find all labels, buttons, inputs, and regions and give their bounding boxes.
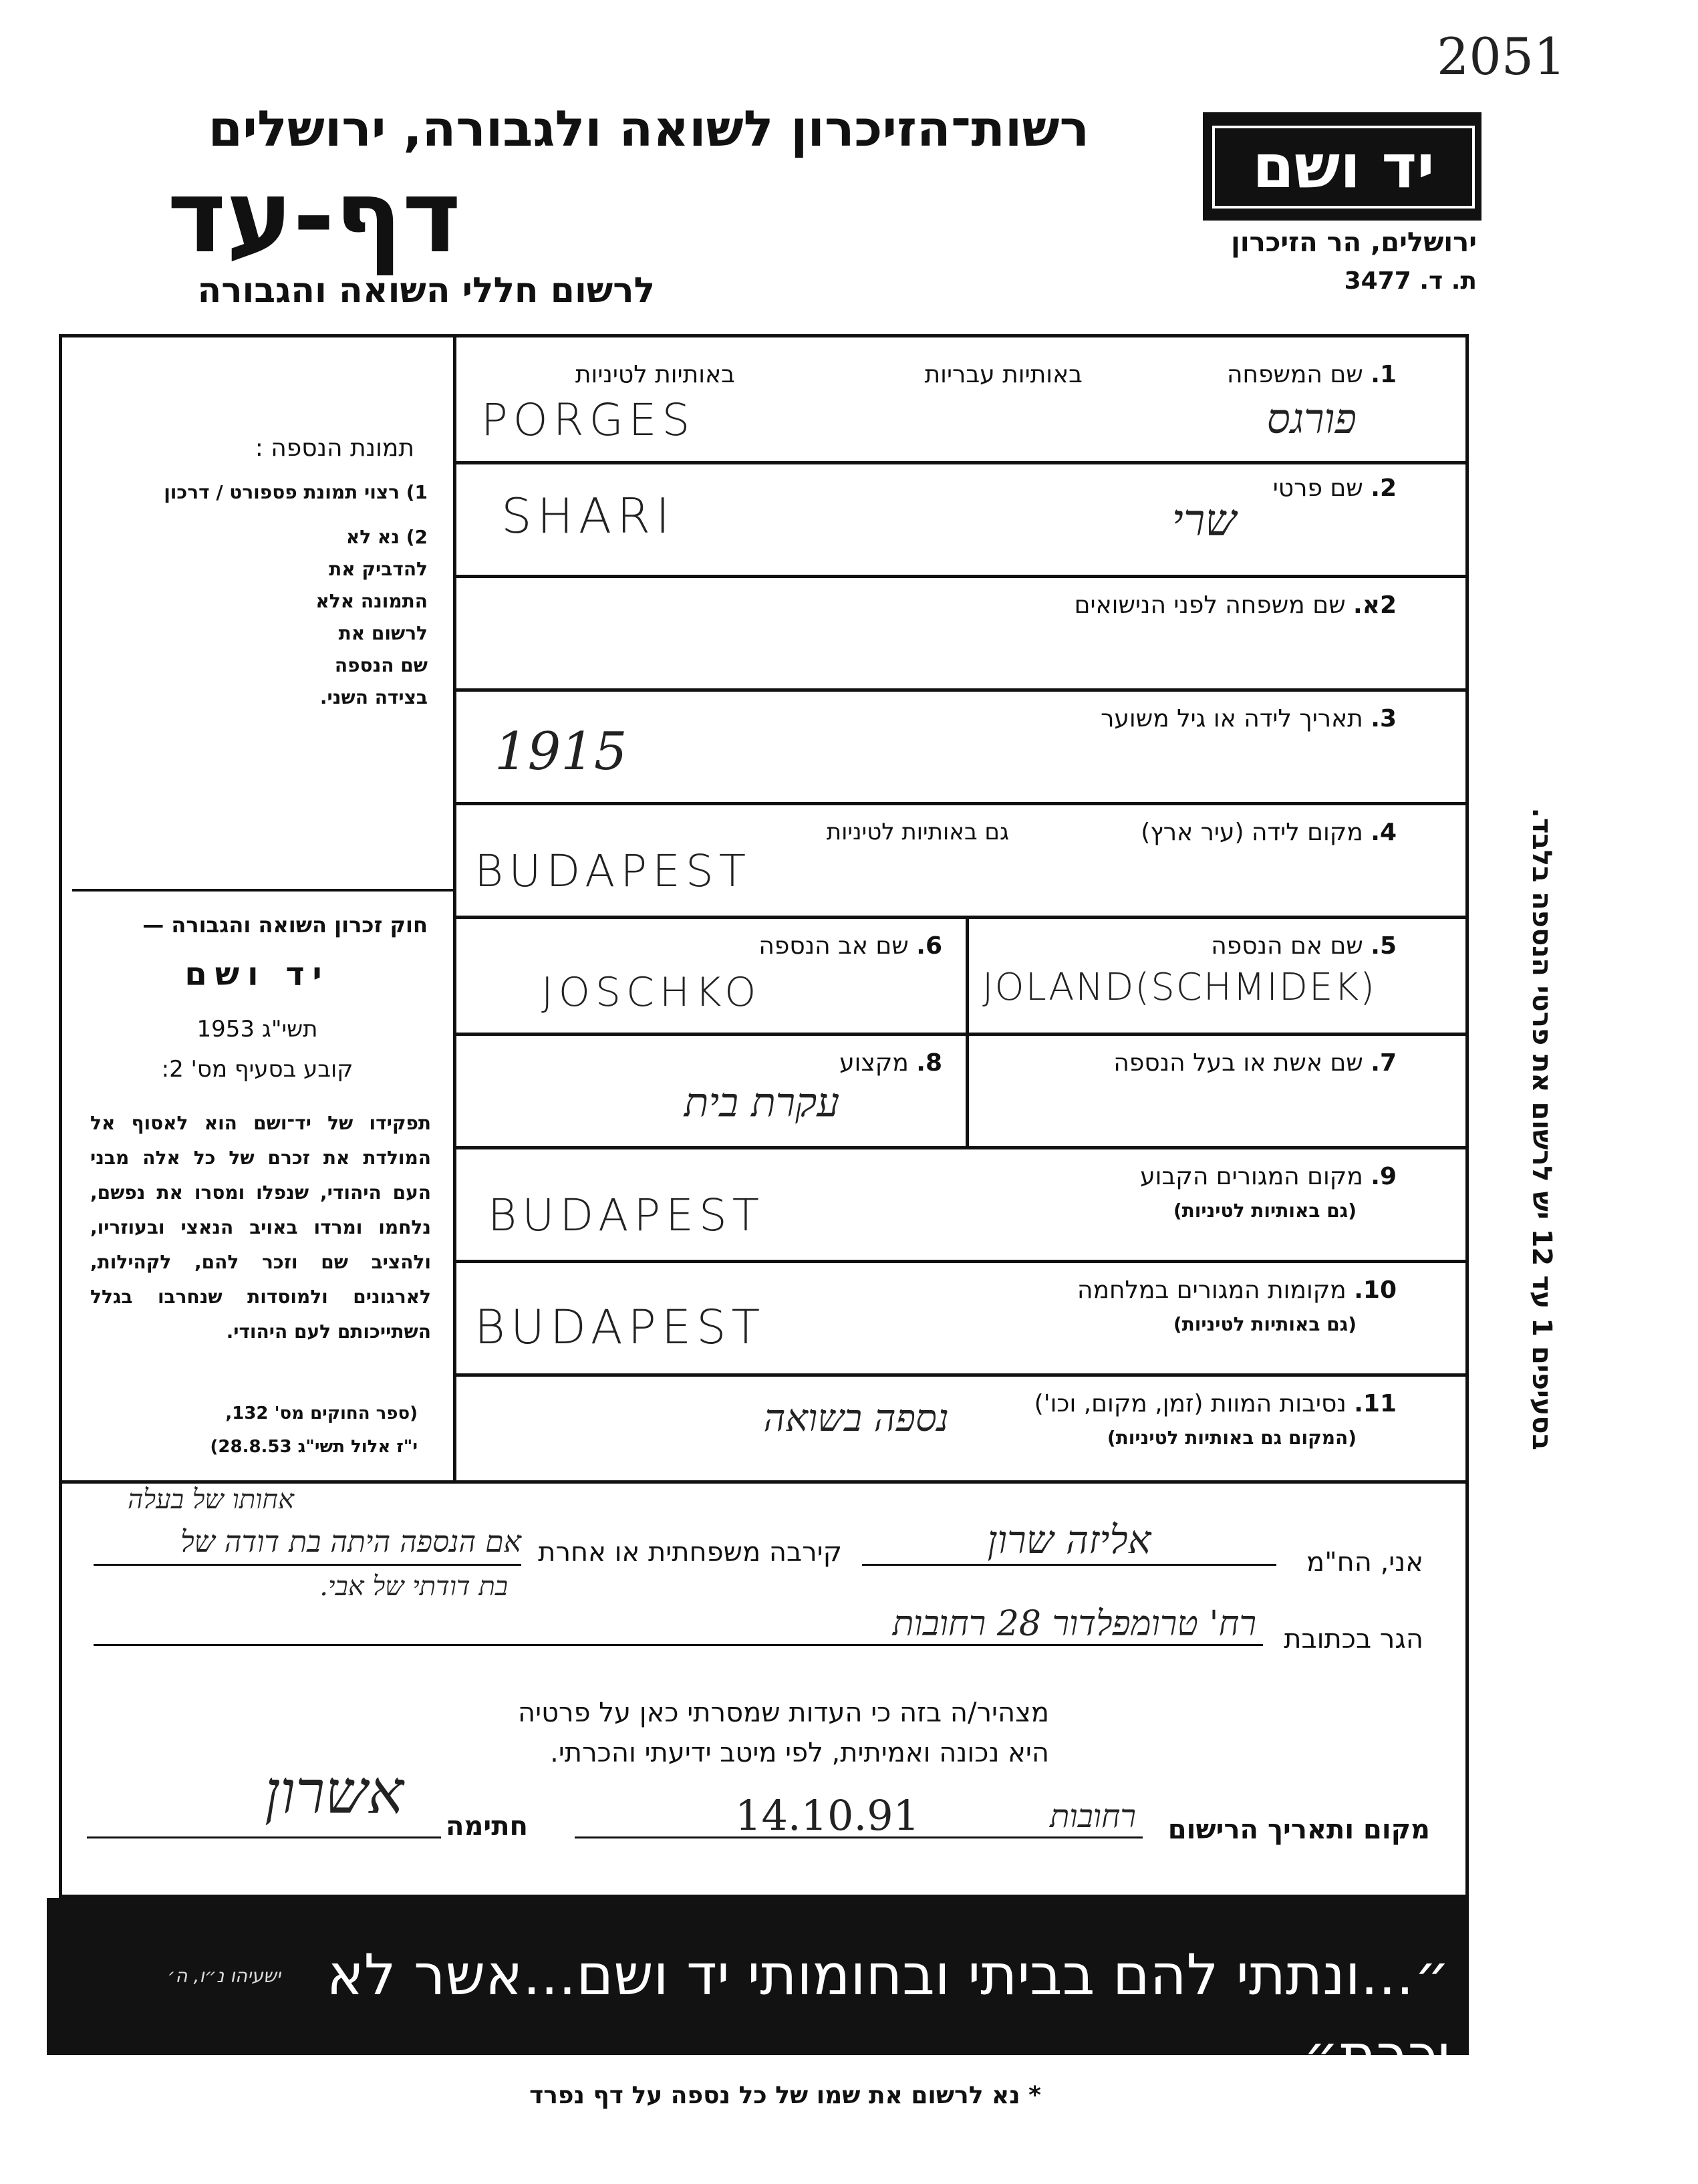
kinship-value-bottom[interactable]: בת דודתי של אבי. [319,1571,508,1602]
field-8-value[interactable]: עקרת בית [684,1079,840,1126]
row-sep [456,1033,1465,1036]
footer-quote-source: ישעיהו נ״ו, ה׳ [167,1965,281,1987]
footer-quote: ״...ונתתי להם בביתי ובחומותי יד ושם...אשר לא יכרת״ [326,1942,1450,2088]
law-ref-2: י"ז אלול תשי"ג 28.8.53) [210,1437,418,1457]
i-label: אני, הח"מ [1306,1547,1423,1578]
yad-vashem-logo [1203,112,1481,221]
field-1-latin-label: באותיות לטיניות [575,361,735,388]
row-sep [456,1260,1465,1263]
field-11-sub-label: (המקום גם באותיות לטיניות) [1107,1427,1357,1449]
field-9-num: 9. [1371,1163,1397,1190]
law-name: יד ושם [184,956,330,993]
footer-banner [47,1898,1469,2088]
signature-value[interactable]: אשרון [265,1758,404,1828]
field-9-sub-label: (גם באותיות לטיניות) [1173,1200,1357,1222]
org-title: רשות־הזיכרון לשואה ולגבורה, ירושלים [208,100,1089,158]
field-2a-label [1002,591,1397,619]
field-4-title: מקום לידה (עיר ארץ) [1141,819,1363,846]
field-4-value[interactable]: BUDAPEST [474,845,752,897]
field-2-latin-value[interactable]: SHARI [501,488,676,544]
col-sep [966,916,969,1146]
field-10-num: 10. [1354,1276,1397,1304]
field-1-title: שם המשפחה [1226,361,1363,388]
field-9-value[interactable]: BUDAPEST [488,1190,765,1241]
left-panel-divider [72,889,456,892]
field-1-num: 1. [1371,361,1397,388]
field-9-label [1042,1163,1397,1190]
field-6-value[interactable]: JOSCHKO [541,969,762,1016]
side-note: בסעיפים 1 עד 12 יש לרשום את פרטי הנספה בלבד. [1526,807,1557,1450]
field-8-title: מקצוע [839,1049,909,1077]
field-1-label [1223,361,1397,388]
field-10-title: מקומות המגורים במלחמה [1077,1276,1347,1304]
field-2-num: 2. [1371,474,1397,502]
row-sep [456,1146,1465,1149]
field-10-value[interactable]: BUDAPEST [474,1300,766,1355]
field-7-num: 7. [1371,1049,1397,1077]
date-value[interactable]: 14.10.91 [735,1791,920,1840]
field-5-value[interactable]: JOLAND(SCHMIDEK) [982,966,1376,1009]
row-sep [456,802,1465,805]
field-6-num: 6. [916,932,942,960]
field-5-label [1136,932,1397,960]
form-subtitle: לרשום חללי השואה והגבורה [197,271,655,311]
field-9-title: מקום המגורים הקבוע [1140,1163,1363,1190]
field-1-hebrew-value[interactable]: פורגס [1266,394,1357,443]
kinship-label: קירבה משפחתית או אחרת [538,1537,842,1568]
field-11-num: 11. [1354,1390,1397,1417]
law-ref-1: (ספר החוקים מס' 132, [225,1403,418,1423]
address-line-2: ת. ד. 3477 [1344,267,1477,295]
field-11-label [969,1390,1397,1417]
field-1-latin-value[interactable]: PORGES [481,394,696,446]
field-4-label [1069,819,1397,846]
photo-title: תמונת הנספה : [255,434,414,462]
address-line-1: ירושלים, הר הזיכרון [1231,227,1477,258]
field-1-hebrew-label: באותיות עבריות [924,361,1083,388]
address-value[interactable]: רח' טרומפלדור 28 רחובות [892,1604,1256,1644]
field-7-label [1042,1049,1397,1077]
field-5-title: שם אם הנספה [1211,932,1363,960]
field-2-title: שם פרטי [1272,474,1363,502]
place-date-label: מקום ותאריך הרישום [1167,1814,1430,1845]
field-2a-title: שם משפחה לפני הנישואים [1074,591,1346,619]
row-sep [456,575,1465,578]
place-value[interactable]: רחובות [1050,1798,1136,1835]
address-line [94,1644,1263,1646]
signature-label: חתימה [445,1811,528,1842]
form-title: דף-עד [167,159,461,275]
name-value[interactable]: אליזה שרון [987,1517,1151,1562]
field-11-title: נסיבות המוות (זמן, מקום, וכו') [1034,1390,1347,1417]
statement-line-1: מצהיר/ה בזה כי העדות שמסרתי כאן על פרטיה [518,1697,1049,1728]
signature-line [87,1836,441,1838]
law-clause: קובע בסעיף מס' 2: [161,1056,353,1083]
field-3-num: 3. [1371,705,1397,732]
kinship-value-mid[interactable]: אם הנספה היתה בת דודה של [180,1525,521,1559]
law-year: תשי"ג 1953 [196,1016,318,1043]
kinship-value-top[interactable]: אחותו של בעלה [127,1484,294,1515]
row-sep [456,1373,1465,1377]
field-6-label [682,932,942,960]
row-sep [456,916,1465,919]
field-4-num: 4. [1371,819,1397,846]
photo-note-1: 1) רצוי תמונת פספורט / דרכון [164,481,428,503]
field-6-title: שם אב הנספה [758,932,909,960]
row-sep [456,461,1465,464]
kinship-line [94,1564,521,1566]
field-3-value[interactable]: 1915 [494,722,627,782]
field-10-sub-label: (גם באותיות לטיניות) [1173,1313,1357,1335]
law-text: תפקידו של יד־ושם הוא לאסוף אל המולדת את זכרם של כל אלה מבני העם היהודי, שנפלו ומסרו את נפשם, נלחמו ומרדו באויב הנאצי ובעוזריו, ולהציב שם וזכר להם, לקהילות, לארגונים ולמוסדות שנחרבו בגלל השתייכותם לעם היהודי. [90,1112,431,1343]
page-number: 2051 [1437,27,1566,86]
field-3-title: תאריך לידה או גיל משוער [1101,705,1363,732]
field-3-label [1002,705,1397,732]
field-11-value[interactable]: נספה בשואה [763,1397,949,1440]
photo-note-2: 2) נא לא להדביק את התמונה אלא לרשום את שם הנספה בצידה השני. [315,526,428,708]
field-2a-num: 2א. [1353,591,1397,619]
field-2-label [1223,474,1397,502]
bottom-note: * נא לרשום את שמו של כל נספה על דף נפרד [529,2082,1041,2109]
row-sep [456,688,1465,692]
address-label: הגר בכתובת [1284,1624,1423,1655]
field-8-label [735,1049,942,1077]
statement-line-2: היא נכונה ואמיתית, לפי מיטב ידיעתי והכרתי. [550,1738,1049,1768]
logo-text: יד ושם [1212,126,1475,209]
field-5-num: 5. [1371,932,1397,960]
field-7-title: שם אשת או בעל הנספה [1113,1049,1363,1077]
law-title: חוק זכרון השואה והגבורה — [142,912,428,938]
field-10-label [1002,1276,1397,1304]
field-2-hebrew-value[interactable]: שרי [1171,495,1236,546]
name-line [862,1564,1276,1566]
field-8-num: 8. [916,1049,942,1077]
field-4-sub-label: גם באותיות לטיניות [826,819,1009,845]
